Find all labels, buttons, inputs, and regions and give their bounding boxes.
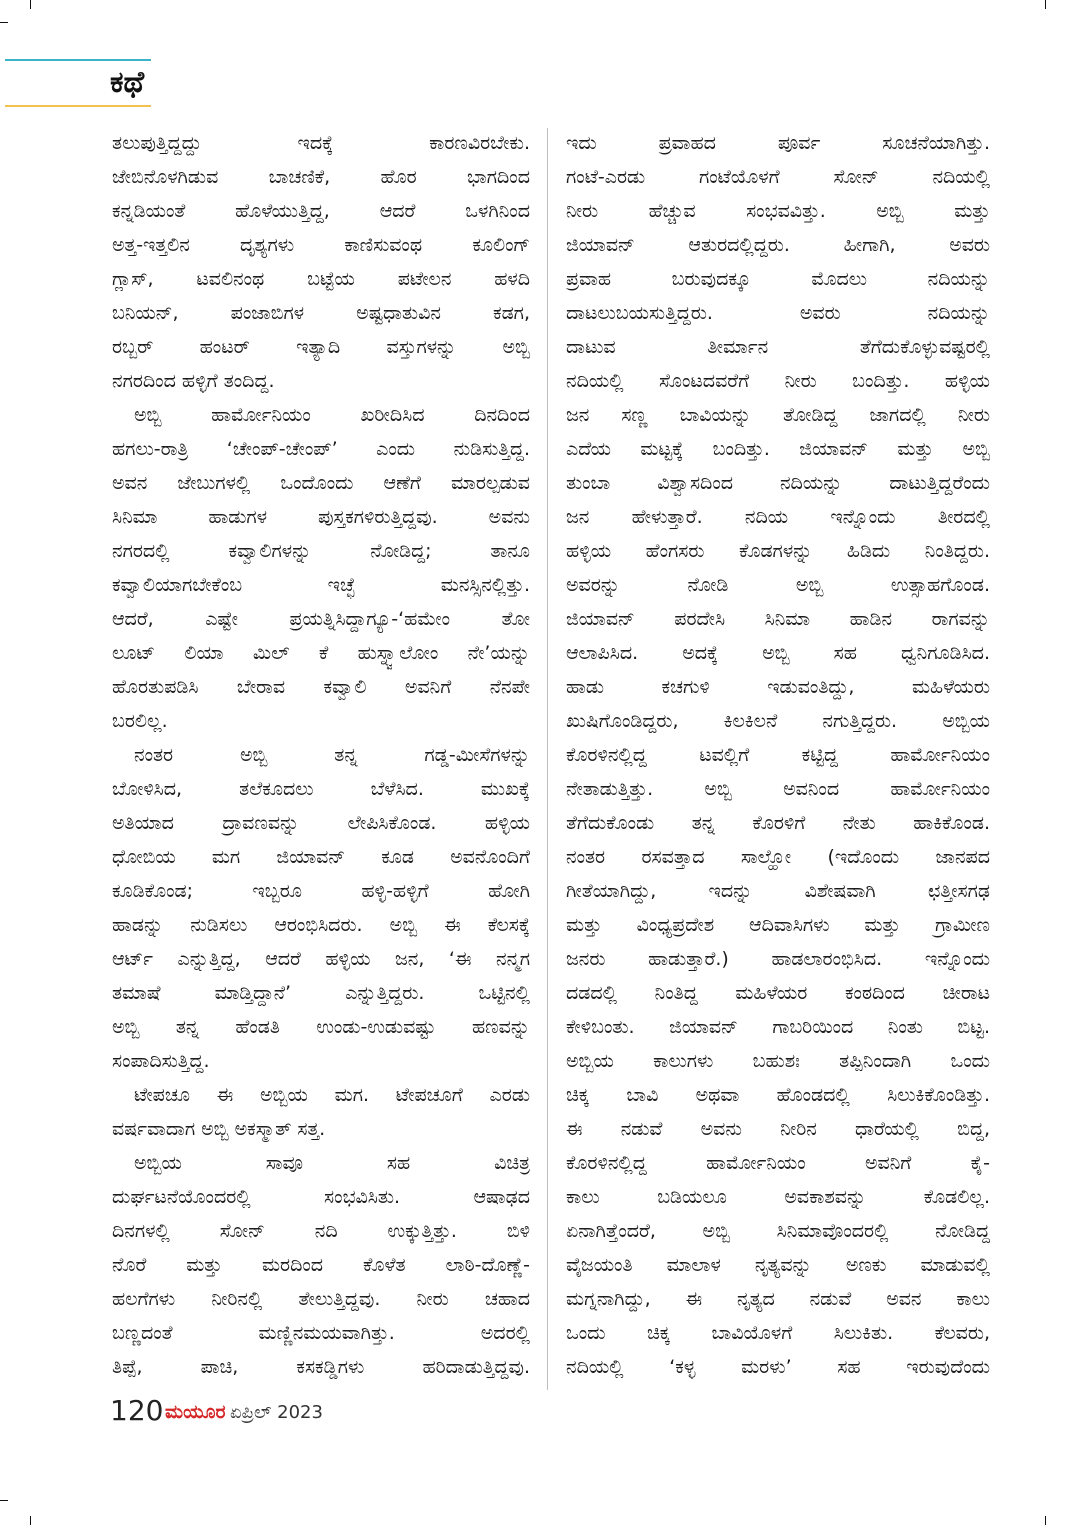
text-line: ಧೋಬಿಯ ಮಗ ಜಿಯಾವನ್ ಕೂಡ ಅವನೊಂದಿಗೆ	[112, 846, 530, 868]
text-line: ಪ್ರವಾಹ ಬರುವುದಕ್ಕೂ ಮೊದಲು ನದಿಯನ್ನು	[566, 268, 990, 290]
text-line: ಎದೆಯ ಮಟ್ಟಕ್ಕೆ ಬಂದಿತ್ತು. ಜಿಯಾವನ್ ಮತ್ತು ಅಬ್ಬಿ	[566, 438, 990, 460]
text-line: ಹಳ್ಳಿಯ ಹೆಂಗಸರು ಕೊಡಗಳನ್ನು ಹಿಡಿದು ನಿಂತಿದ್ದರು.	[566, 540, 990, 562]
right-text-column	[566, 126, 990, 1384]
text-line: ತೆಗೆದುಕೊಂಡು ತನ್ನ ಕೊರಳಿಗೆ ನೇತು ಹಾಕಿಕೊಂಡ.	[566, 812, 990, 834]
crop-mark	[1045, 1516, 1046, 1525]
text-line: ನದಿಯಲ್ಲಿ ‘ಕಳ್ಳ ಮರಳು’ ಸಹ ಇರುವುದೆಂದು	[566, 1356, 990, 1378]
text-line: ಅತಿಯಾದ ದ್ರಾವಣವನ್ನು ಲೇಪಿಸಿಕೊಂಡ. ಹಳ್ಳಿಯ	[112, 812, 530, 834]
crop-mark	[1045, 0, 1046, 9]
magazine-logo: ಮಯೂರ	[165, 1401, 226, 1423]
text-line: ತಲುಪುತ್ತಿದ್ದದ್ದು ಇದಕ್ಕೆ ಕಾರಣವಿರಬೇಕು.	[112, 132, 530, 154]
text-line: ಟೇಪಚೂ ಈ ಅಬ್ಬಿಯ ಮಗ. ಟೇಪಚೂಗೆ ಎರಡು	[134, 1084, 530, 1106]
text-line: ಏನಾಗಿತ್ತೆಂದರೆ, ಅಬ್ಬಿ ಸಿನಿಮಾವೊಂದರಲ್ಲಿ ನೋಡಿದ್ದ	[566, 1220, 990, 1242]
text-line: ದಾಟಲುಬಯಸುತ್ತಿದ್ದರು. ಅವರು ನದಿಯನ್ನು	[566, 302, 990, 324]
text-line: ಕೊರಳಿನಲ್ಲಿದ್ದ ಟವಲ್ಲಿಗೆ ಕಟ್ಟಿದ್ದ ಹಾರ್ಮೋನಿಯಂ	[566, 744, 990, 766]
text-line: ವೈಜಯಂತಿ ಮಾಲಾಳ ನೃತ್ಯವನ್ನು ಅಣಕು ಮಾಡುವಲ್ಲಿ	[566, 1254, 990, 1276]
crop-mark	[30, 0, 31, 9]
text-line: ದುರ್ಘಟನೆಯೊಂದರಲ್ಲಿ ಸಂಭವಿಸಿತು. ಆಷಾಢದ	[112, 1186, 530, 1208]
crop-mark	[0, 1500, 8, 1501]
column-divider	[547, 128, 548, 1390]
text-line: ಆರ್ಟ್ ಎನ್ನುತ್ತಿದ್ದ, ಆದರೆ ಹಳ್ಳಿಯ ಜನ, ‘ಈ ನನ್ಮಗ	[112, 948, 530, 970]
text-line: ಕನ್ನಡಿಯಂತೆ ಹೊಳೆಯುತ್ತಿದ್ದ, ಆದರೆ ಒಳಗಿನಿಂದ	[112, 200, 530, 222]
text-line: ಹಗಲು-ರಾತ್ರಿ ‘ಚೇಂಪ್-ಚೇಂಪ್’ ಎಂದು ನುಡಿಸುತ್ತಿದ್ದ.	[112, 438, 530, 460]
text-line: ಬನಿಯನ್, ಪಂಜಾಬಿಗಳ ಅಷ್ಟಧಾತುವಿನ ಕಡಗ,	[112, 302, 530, 324]
header-rule-teal	[5, 59, 151, 61]
text-line: ದಾಟುವ ತೀರ್ಮಾನ ತೆಗೆದುಕೊಳ್ಳುವಷ್ಟರಲ್ಲಿ	[566, 336, 990, 358]
text-line: ಇದು ಪ್ರವಾಹದ ಪೂರ್ವ ಸೂಚನೆಯಾಗಿತ್ತು.	[566, 132, 990, 154]
text-line: ಜನರು ಹಾಡುತ್ತಾರೆ.) ಹಾಡಲಾರಂಭಿಸಿದ. ಇನ್ನೊಂದು	[566, 948, 990, 970]
text-line: ಜೇಬಿನೊಳಗಿಡುವ ಬಾಚಣಿಕೆ, ಹೊರ ಭಾಗದಿಂದ	[112, 166, 530, 188]
text-line: ಗೀತೆಯಾಗಿದ್ದು, ಇದನ್ನು ವಿಶೇಷವಾಗಿ ಛತ್ತೀಸಗಢ	[566, 880, 990, 902]
text-line: ಅಬ್ಬಿ ಹಾರ್ಮೋನಿಯಂ ಖರೀದಿಸಿದ ದಿನದಿಂದ	[134, 404, 530, 426]
text-line: ವರ್ಷವಾದಾಗ ಅಬ್ಬಿ ಅಕಸ್ಮಾತ್ ಸತ್ತ.	[112, 1118, 326, 1140]
text-line: ಕವ್ವಾಲಿಯಾಗಬೇಕೆಂಬ ಇಚ್ಛೆ ಮನಸ್ಸಿನಲ್ಲಿತ್ತು.	[112, 574, 530, 596]
text-line: ಹಾಡು ಕಚಗುಳಿ ಇಡುವಂತಿದ್ದು, ಮಹಿಳೆಯರು	[566, 676, 990, 698]
text-line: ಅಬ್ಬಿಯ ಸಾವೂ ಸಹ ವಿಚಿತ್ರ	[134, 1152, 530, 1174]
text-line: ಅವನ ಜೇಬುಗಳಲ್ಲಿ ಒಂದೊಂದು ಆಣೆಗೆ ಮಾರಲ್ಪಡುವ	[112, 472, 530, 494]
text-line: ಕೇಳಿಬಂತು. ಜಿಯಾವನ್ ಗಾಬರಿಯಿಂದ ನಿಂತು ಬಿಟ್ಟ.	[566, 1016, 990, 1038]
text-line: ಜನ ಹೇಳುತ್ತಾರೆ. ನದಿಯ ಇನ್ನೊಂದು ತೀರದಲ್ಲಿ	[566, 506, 990, 528]
text-line: ಗ್ಲಾಸ್, ಟವಲಿನಂಥ ಬಟ್ಟೆಯ ಪಟೇಲನ ಹಳದಿ	[112, 268, 530, 290]
text-line: ನಂತರ ಅಬ್ಬಿ ತನ್ನ ಗಡ್ಡ-ಮೀಸೆಗಳನ್ನು	[134, 744, 530, 766]
text-line: ನಗರದಲ್ಲಿ ಕವ್ವಾಲಿಗಳನ್ನು ನೋಡಿದ್ದ; ತಾನೂ	[112, 540, 530, 562]
text-line: ನೇತಾಡುತ್ತಿತ್ತು. ಅಬ್ಬಿ ಅವನಿಂದ ಹಾರ್ಮೋನಿಯಂ	[566, 778, 990, 800]
text-line: ನಗರದಿಂದ ಹಳ್ಳಿಗೆ ತಂದಿದ್ದ.	[112, 370, 275, 392]
text-line: ಖುಷಿಗೊಂಡಿದ್ದರು, ಕಿಲಕಿಲನೆ ನಗುತ್ತಿದ್ದರು. ಅಬ್ಬಿಯ	[566, 710, 990, 732]
text-line: ಮಗ್ನನಾಗಿದ್ದು, ಈ ನೃತ್ಯದ ನಡುವೆ ಅವನ ಕಾಲು	[566, 1288, 990, 1310]
text-line: ಹೊರತುಪಡಿಸಿ ಬೇರಾವ ಕವ್ವಾಲಿ ಅವನಿಗೆ ನೆನಪೇ	[112, 676, 530, 698]
text-line: ಕೂಡಿಕೊಂಡ; ಇಬ್ಬರೂ ಹಳ್ಳಿ-ಹಳ್ಳಿಗೆ ಹೋಗಿ	[112, 880, 530, 902]
text-line: ಅಬ್ಬಿ ತನ್ನ ಹೆಂಡತಿ ಉಂಡು-ಉಡುವಷ್ಟು ಹಣವನ್ನು	[112, 1016, 530, 1038]
text-line: ಕಾಲು ಬಡಿಯಲೂ ಅವಕಾಶವನ್ನು ಕೊಡಲಿಲ್ಲ.	[566, 1186, 990, 1208]
text-line: ಜಿಯಾವನ್ ಆತುರದಲ್ಲಿದ್ದರು. ಹೀಗಾಗಿ, ಅವರು	[566, 234, 990, 256]
section-title: ಕಥೆ	[110, 65, 145, 100]
text-line: ನಂತರ ರಸವತ್ತಾದ ಸಾಲ್ಹೋ (ಇದೊಂದು ಜಾನಪದ	[566, 846, 990, 868]
text-line: ಕೊರಳಿನಲ್ಲಿದ್ದ ಹಾರ್ಮೋನಿಯಂ ಅವನಿಗೆ ಕೈ-	[566, 1152, 990, 1174]
header-rule-yellow	[5, 105, 151, 107]
text-line: ತಿಪ್ಪೆ, ಪಾಚಿ, ಕಸಕಡ್ಡಿಗಳು ಹರಿದಾಡುತ್ತಿದ್ದವು.	[112, 1356, 530, 1378]
text-line: ಮತ್ತು ವಿಂಧ್ಯಪ್ರದೇಶ ಆದಿವಾಸಿಗಳು ಮತ್ತು ಗ್ರಾಮೀಣ	[566, 914, 990, 936]
text-line: ಸಂಪಾದಿಸುತ್ತಿದ್ದ.	[112, 1050, 210, 1072]
crop-mark	[30, 1516, 31, 1525]
text-line: ನೊರೆ ಮತ್ತು ಮರದಿಂದ ಕೊಳೆತ ಲಾಠಿ-ದೊಣ್ಣೆ-	[112, 1254, 530, 1276]
text-line: ಅಬ್ಬಿಯ ಕಾಲುಗಳು ಬಹುಶಃ ತಪ್ಪಿನಿಂದಾಗಿ ಒಂದು	[566, 1050, 990, 1072]
text-line: ರಬ್ಬರ್ ಹಂಟರ್ ಇತ್ಯಾದಿ ವಸ್ತುಗಳನ್ನು ಅಬ್ಬಿ	[112, 336, 530, 358]
text-line: ಜಿಯಾವನ್ ಪರದೇಸಿ ಸಿನಿಮಾ ಹಾಡಿನ ರಾಗವನ್ನು	[566, 608, 990, 630]
text-line: ನದಿಯಲ್ಲಿ ಸೊಂಟದವರೆಗೆ ನೀರು ಬಂದಿತ್ತು. ಹಳ್ಳಿಯ	[566, 370, 990, 392]
text-line: ದಡದಲ್ಲಿ ನಿಂತಿದ್ದ ಮಹಿಳೆಯರ ಕಂಠದಿಂದ ಚೀರಾಟ	[566, 982, 990, 1004]
text-line: ಆಲಾಪಿಸಿದ. ಅದಕ್ಕೆ ಅಬ್ಬಿ ಸಹ ಧ್ವನಿಗೂಡಿಸಿದ.	[566, 642, 990, 664]
page-number: 120	[110, 1394, 164, 1427]
text-line: ಈ ನಡುವೆ ಅವನು ನೀರಿನ ಧಾರೆಯಲ್ಲಿ ಬಿದ್ದ,	[566, 1118, 990, 1140]
text-line: ಬೋಳಿಸಿದ, ತಲೆಕೂದಲು ಬೆಳೆಸಿದ. ಮುಖಕ್ಕೆ	[112, 778, 530, 800]
text-line: ಅತ್ತ-ಇತ್ತಲಿನ ದೃಶ್ಯಗಳು ಕಾಣಿಸುವಂಥ ಕೂಲಿಂಗ್	[112, 234, 530, 256]
text-line: ಲೂಟ್ ಲಿಯಾ ಮಿಲ್ ಕೆ ಹುಸ್ನ್ವಾಲೋಂ ನೇ’ಯನ್ನು	[112, 642, 530, 664]
issue-date: ಏಪ್ರಿಲ್ 2023	[230, 1402, 323, 1423]
text-line: ಬಣ್ಣದಂತೆ ಮಣ್ಣಿನಮಯವಾಗಿತ್ತು. ಅದರಲ್ಲಿ	[112, 1322, 530, 1344]
text-line: ತಮಾಷೆ ಮಾಡ್ತಿದ್ದಾನೆ’ ಎನ್ನುತ್ತಿದ್ದರು. ಒಟ್ಟಿನಲ್ಲಿ	[112, 982, 530, 1004]
text-line: ಬರಲಿಲ್ಲ.	[112, 710, 168, 732]
text-line: ದಿನಗಳಲ್ಲಿ ಸೋನ್ ನದಿ ಉಕ್ಕುತ್ತಿತ್ತು. ಬಿಳಿ	[112, 1220, 530, 1242]
text-line: ತುಂಬಾ ವಿಶ್ವಾಸದಿಂದ ನದಿಯನ್ನು ದಾಟುತ್ತಿದ್ದರೆಂದು	[566, 472, 990, 494]
text-line: ಒಂದು ಚಿಕ್ಕ ಬಾವಿಯೊಳಗೆ ಸಿಲುಕಿತು. ಕೆಲವರು,	[566, 1322, 990, 1344]
text-line: ಆದರೆ, ಎಷ್ಟೇ ಪ್ರಯತ್ನಿಸಿದ್ದಾಗ್ಯೂ-‘ಹಮೇಂ ತೋ	[112, 608, 530, 630]
text-line: ಅವರನ್ನು ನೋಡಿ ಅಬ್ಬಿ ಉತ್ಸಾಹಗೊಂಡ.	[566, 574, 990, 596]
text-line: ಚಿಕ್ಕ ಬಾವಿ ಅಥವಾ ಹೊಂಡದಲ್ಲಿ ಸಿಲುಕಿಕೊಂಡಿತ್ತು.	[566, 1084, 990, 1106]
crop-mark	[0, 22, 8, 23]
text-line: ಜನ ಸಣ್ಣ ಬಾವಿಯನ್ನು ತೋಡಿದ್ದ ಜಾಗದಲ್ಲಿ ನೀರು	[566, 404, 990, 426]
text-line: ಸಿನಿಮಾ ಹಾಡುಗಳ ಪುಸ್ತಕಗಳಿರುತ್ತಿದ್ದವು. ಅವನು	[112, 506, 530, 528]
text-line: ಹಲಗೆಗಳು ನೀರಿನಲ್ಲಿ ತೇಲುತ್ತಿದ್ದವು. ನೀರು ಚಹಾದ	[112, 1288, 530, 1310]
left-text-column	[112, 126, 530, 1384]
text-line: ಹಾಡನ್ನು ನುಡಿಸಲು ಆರಂಭಿಸಿದರು. ಅಬ್ಬಿ ಈ ಕೆಲಸಕ್ಕೆ	[112, 914, 530, 936]
text-line: ನೀರು ಹೆಚ್ಚುವ ಸಂಭವವಿತ್ತು. ಅಬ್ಬಿ ಮತ್ತು	[566, 200, 990, 222]
text-line: ಗಂಟೆ-ಎರಡು ಗಂಟೆಯೊಳಗೆ ಸೋನ್ ನದಿಯಲ್ಲಿ	[566, 166, 990, 188]
